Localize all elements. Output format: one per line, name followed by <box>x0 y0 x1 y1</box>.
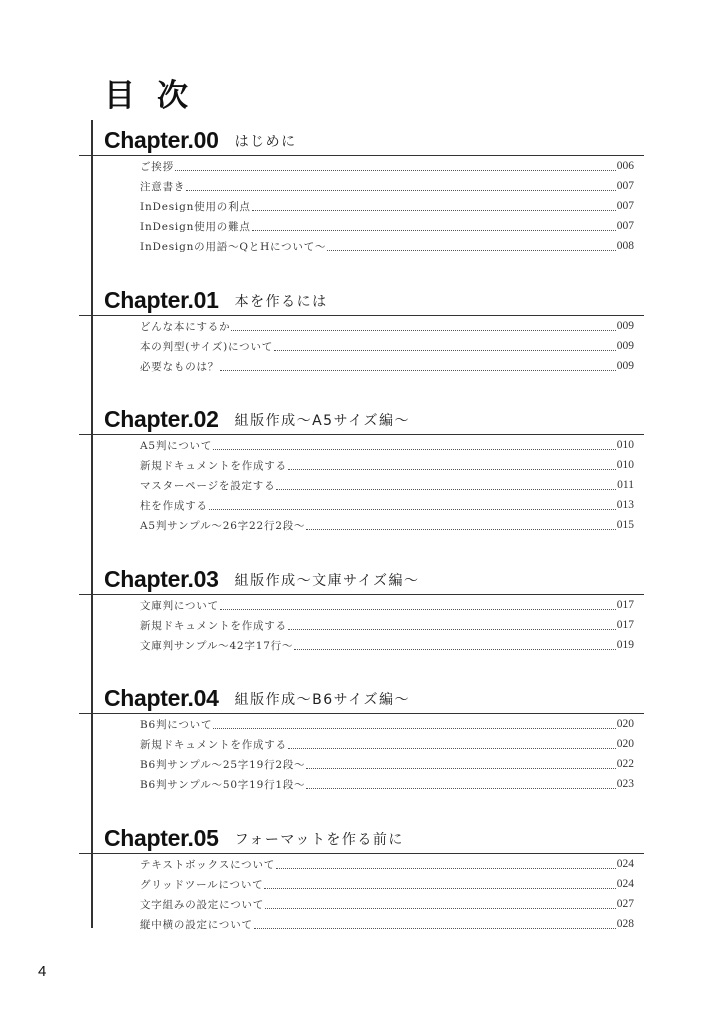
toc-entry[interactable] <box>140 475 634 495</box>
toc-entry[interactable] <box>140 874 634 894</box>
entry-label: テキストボックスについて <box>140 858 276 871</box>
entry-page: 006 <box>616 160 634 172</box>
chapter-number: Chapter.04 <box>104 685 219 711</box>
dot-leader <box>288 748 616 749</box>
toc-entries <box>140 156 634 256</box>
entry-page: 019 <box>616 639 634 651</box>
entry-label: A5判サンプル〜26字22行2段〜 <box>140 519 306 532</box>
toc-entry[interactable] <box>140 336 634 356</box>
toc-entry[interactable] <box>140 774 634 794</box>
entry-page: 028 <box>616 918 634 930</box>
entry-label: 新規ドキュメントを作成する <box>140 738 287 751</box>
dot-leader <box>306 529 615 530</box>
chapter-number: Chapter.02 <box>104 406 219 432</box>
toc-entries <box>140 435 634 535</box>
entry-page: 015 <box>616 519 634 531</box>
dot-leader <box>294 649 615 650</box>
entry-label: B6判について <box>140 718 213 731</box>
entry-label: どんな本にするか <box>140 320 231 333</box>
entry-page: 024 <box>616 878 634 890</box>
entry-page: 013 <box>616 499 634 511</box>
chapter-title: 組版作成〜B6サイズ編〜 <box>234 692 411 708</box>
chapter-number: Chapter.03 <box>104 566 219 592</box>
entry-label: 注意書き <box>140 180 186 193</box>
dot-leader <box>252 210 616 211</box>
toc-entry[interactable] <box>140 196 634 216</box>
entry-label: 文庫判サンプル〜42字17行〜 <box>140 639 294 652</box>
entry-label: B6判サンプル〜50字19行1段〜 <box>140 778 306 791</box>
entry-label: B6判サンプル〜25字19行2段〜 <box>140 758 306 771</box>
chapter-heading <box>104 120 297 154</box>
entry-page: 020 <box>616 718 634 730</box>
chapter-heading <box>104 818 404 852</box>
chapter-title: 組版作成〜A5サイズ編〜 <box>234 413 410 429</box>
dot-leader <box>306 768 615 769</box>
chapter-number: Chapter.05 <box>104 825 219 851</box>
dot-leader <box>220 370 616 371</box>
chapter-title: 本を作るには <box>234 294 328 310</box>
toc-entry[interactable] <box>140 914 634 934</box>
entry-label: 新規ドキュメントを作成する <box>140 619 287 632</box>
page-title: 目次 <box>104 78 210 114</box>
entry-page: 027 <box>616 898 634 910</box>
entry-page: 017 <box>616 599 634 611</box>
entry-label: グリッドツールについて <box>140 878 264 891</box>
entry-label: InDesignの用語〜QとHについて〜 <box>140 240 327 253</box>
entry-label: 本の判型(サイズ)について <box>140 340 274 353</box>
entry-page: 023 <box>616 778 634 790</box>
dot-leader <box>175 170 616 171</box>
dot-leader <box>254 928 616 929</box>
entry-page: 024 <box>616 858 634 870</box>
chapter-heading <box>104 399 410 433</box>
entry-page: 022 <box>616 758 634 770</box>
chapter-number: Chapter.00 <box>104 127 219 153</box>
chapter-title: はじめに <box>234 134 297 150</box>
dot-leader <box>231 330 615 331</box>
dot-leader <box>327 250 615 251</box>
toc-entries <box>140 595 634 655</box>
chapter-number: Chapter.01 <box>104 287 219 313</box>
dot-leader <box>276 868 616 869</box>
dot-leader <box>213 728 615 729</box>
entry-label: マスターページを設定する <box>140 479 276 492</box>
dot-leader <box>274 350 616 351</box>
chapter-heading <box>104 559 420 593</box>
toc-entries <box>140 714 634 794</box>
entry-page: 007 <box>616 220 634 232</box>
entry-page: 009 <box>616 320 634 332</box>
page-number: 4 <box>38 963 47 980</box>
entry-label: A5判について <box>140 439 213 452</box>
dot-leader <box>220 609 616 610</box>
toc-entry[interactable] <box>140 236 634 256</box>
entry-label: 新規ドキュメントを作成する <box>140 459 287 472</box>
dot-leader <box>265 908 616 909</box>
toc-entry[interactable] <box>140 156 634 176</box>
chapter-heading <box>104 678 410 712</box>
entry-label: 必要なものは？ <box>140 360 220 373</box>
entry-page: 009 <box>616 340 634 352</box>
toc-entry[interactable] <box>140 854 634 874</box>
entry-label: InDesign使用の利点 <box>140 200 251 213</box>
chapter-title: フォーマットを作る前に <box>234 832 404 848</box>
dot-leader <box>186 190 616 191</box>
entry-label: 柱を作成する <box>140 499 208 512</box>
toc-entry[interactable] <box>140 435 634 455</box>
toc-entry[interactable] <box>140 455 634 475</box>
entry-label: 文字組みの設定について <box>140 898 265 911</box>
toc-entries <box>140 316 634 376</box>
dot-leader <box>209 509 616 510</box>
dot-leader <box>288 469 616 470</box>
vertical-rule <box>91 120 93 928</box>
entry-page: 007 <box>616 200 634 212</box>
toc-entry[interactable] <box>140 216 634 236</box>
entry-label: InDesign使用の難点 <box>140 220 251 233</box>
entry-page: 017 <box>616 619 634 631</box>
toc-entry[interactable] <box>140 635 634 655</box>
toc-entry[interactable] <box>140 595 634 615</box>
dot-leader <box>264 888 615 889</box>
entry-label: 縦中横の設定について <box>140 918 253 931</box>
dot-leader <box>306 788 615 789</box>
dot-leader <box>252 230 616 231</box>
toc-entry[interactable] <box>140 754 634 774</box>
entry-label: ご挨拶 <box>140 160 174 173</box>
toc-entry[interactable] <box>140 894 634 914</box>
dot-leader <box>276 489 616 490</box>
toc-entry[interactable] <box>140 495 634 515</box>
dot-leader <box>288 629 616 630</box>
entry-page: 010 <box>616 459 634 471</box>
toc-entry[interactable] <box>140 176 634 196</box>
toc-entry[interactable] <box>140 515 634 535</box>
toc-entry[interactable] <box>140 316 634 336</box>
toc-entry[interactable] <box>140 356 634 376</box>
entry-page: 010 <box>616 439 634 451</box>
toc-entry[interactable] <box>140 714 634 734</box>
toc-entry[interactable] <box>140 615 634 635</box>
entry-page: 011 <box>617 479 634 491</box>
entry-page: 009 <box>616 360 634 372</box>
toc-entry[interactable] <box>140 734 634 754</box>
entry-label: 文庫判について <box>140 599 219 612</box>
dot-leader <box>213 449 616 450</box>
entry-page: 020 <box>616 738 634 750</box>
chapter-title: 組版作成〜文庫サイズ編〜 <box>234 573 420 589</box>
toc-entries <box>140 854 634 934</box>
chapter-heading <box>104 280 328 314</box>
entry-page: 008 <box>616 240 634 252</box>
entry-page: 007 <box>616 180 634 192</box>
